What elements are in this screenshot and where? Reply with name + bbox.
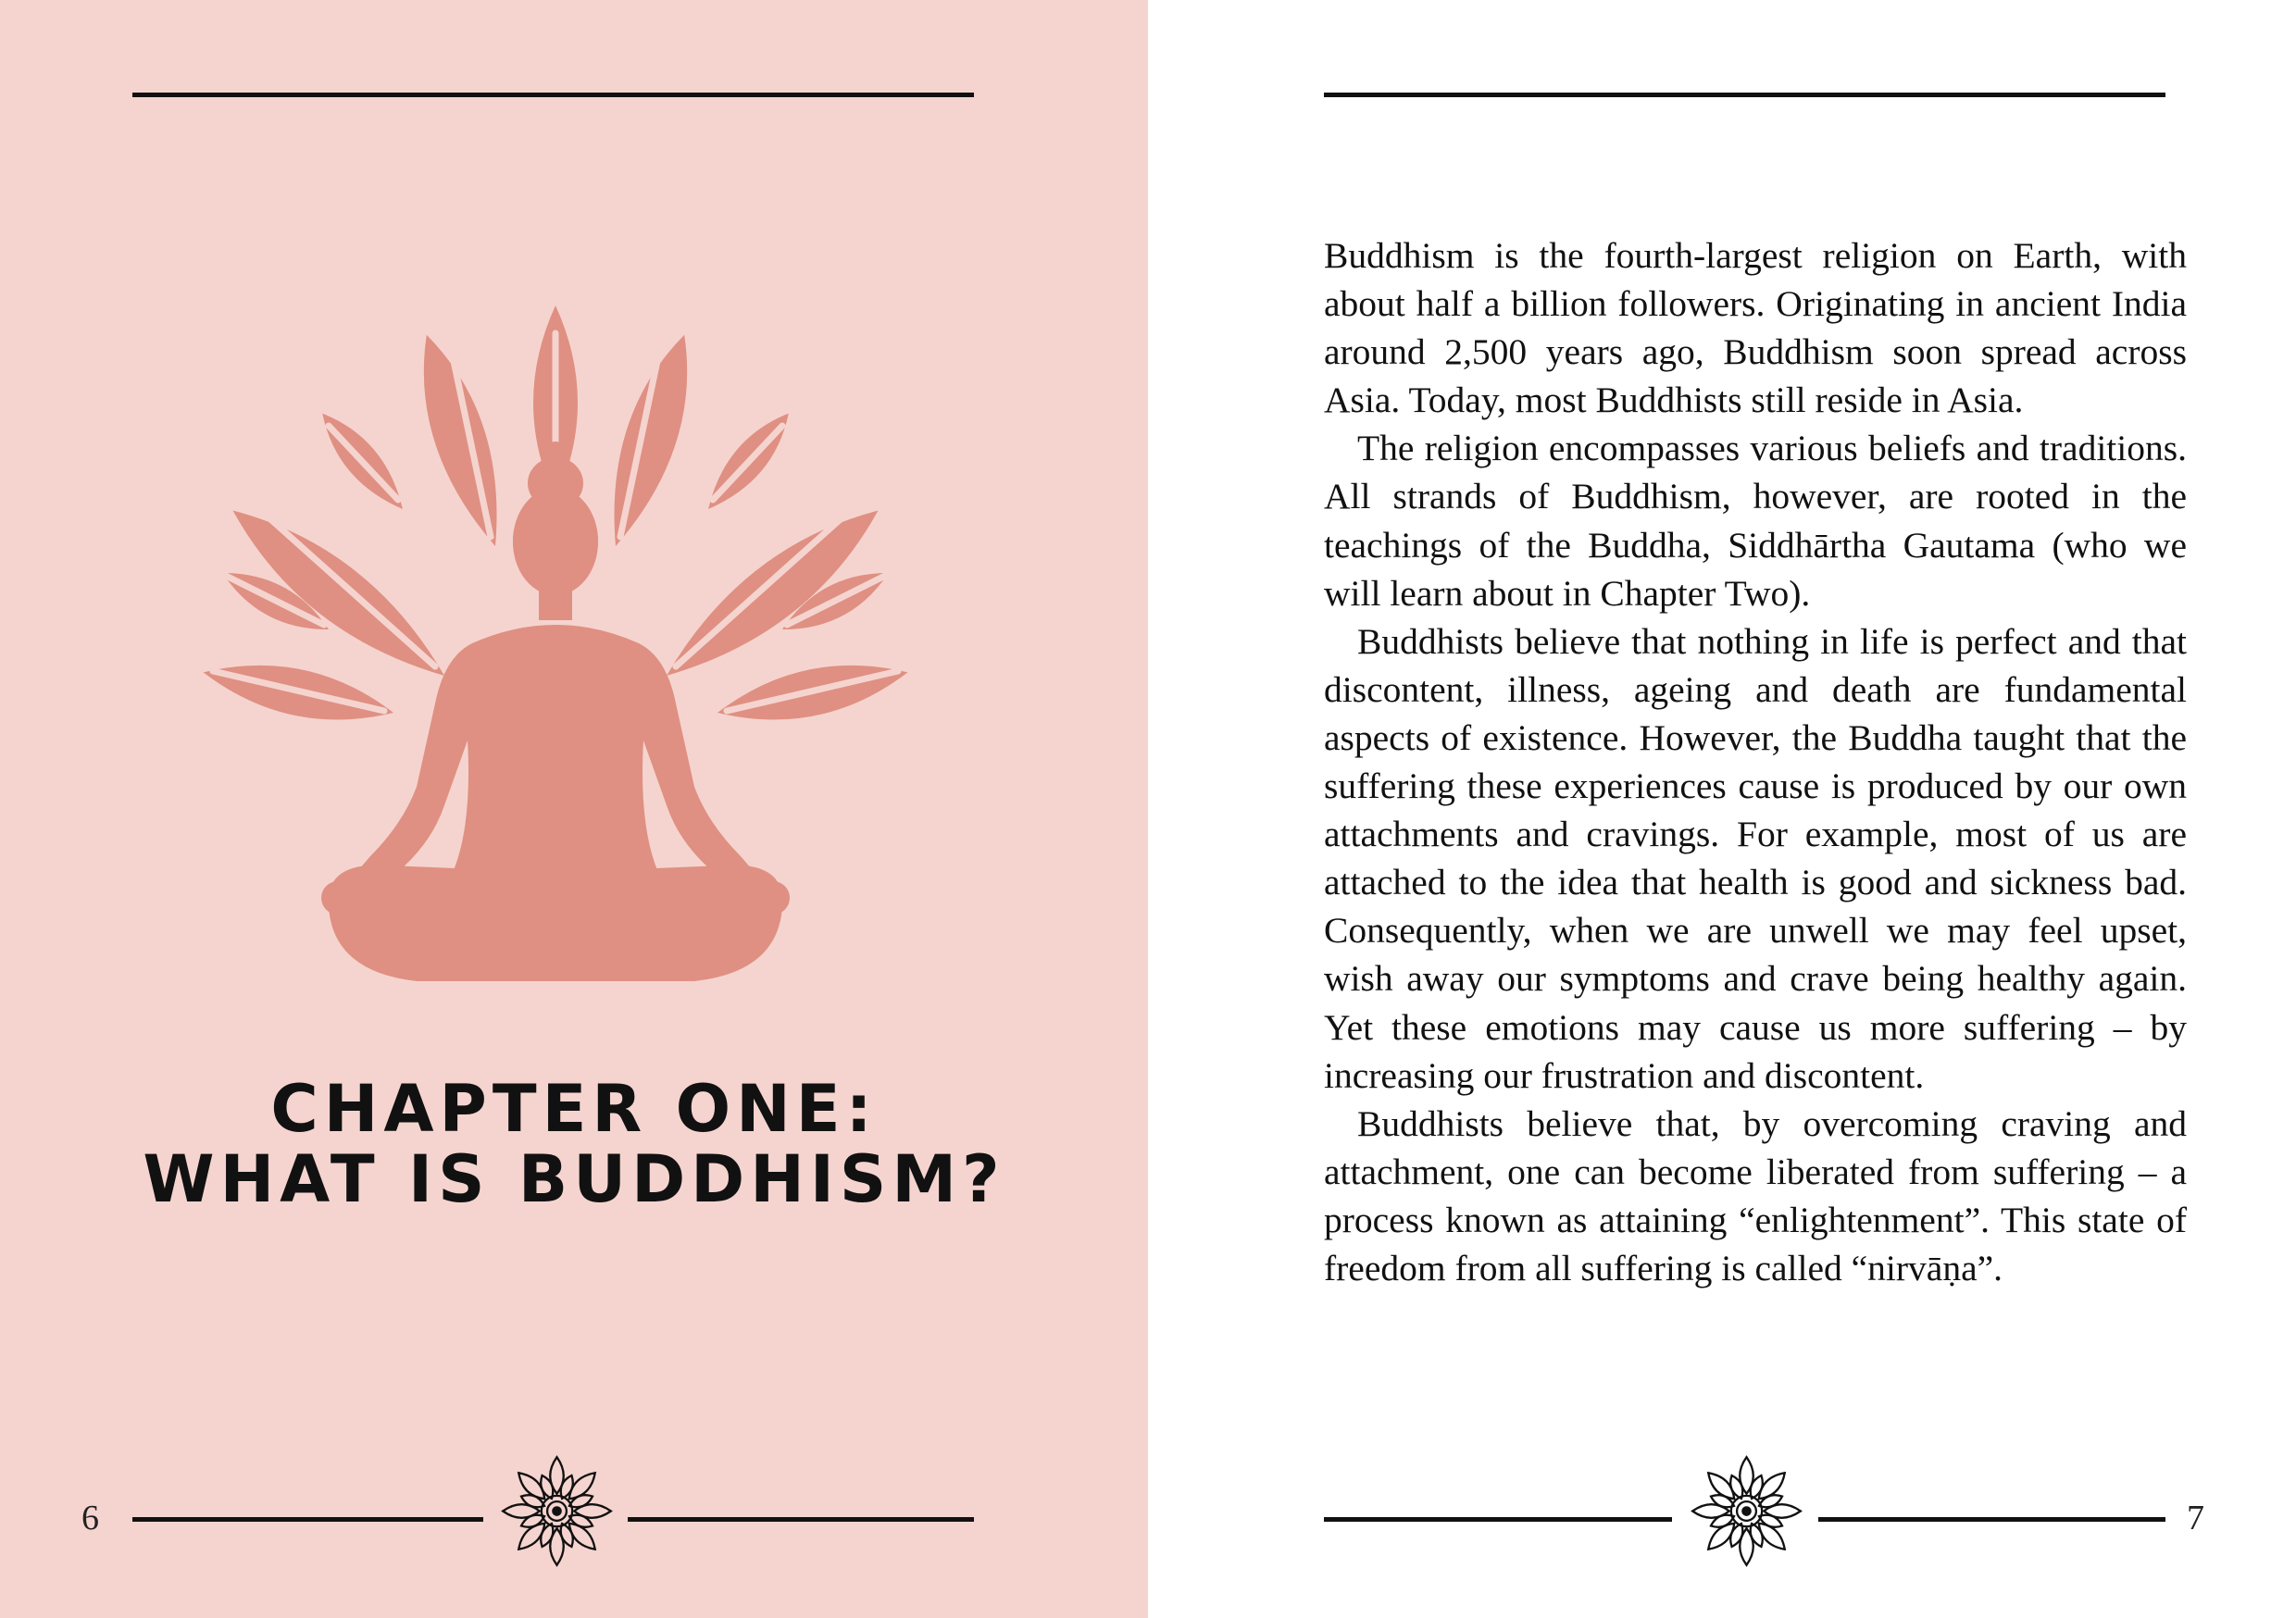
footer-rule-left-2: [628, 1517, 974, 1522]
top-rule-right: [1324, 93, 2165, 97]
chapter-title: [111, 1071, 1037, 1217]
lotus-mandala-icon: [1689, 1453, 1804, 1569]
meditating-buddha-lotus-icon: [176, 305, 935, 990]
lotus-mandala-icon: [499, 1453, 615, 1569]
page-number-right: 7: [2187, 1499, 2204, 1537]
page-number-left: 6: [81, 1499, 99, 1537]
body-text: [1324, 231, 2187, 1292]
footer-rule-right-1: [1324, 1517, 1672, 1522]
paragraph: The religion encompasses various beliefs and traditions. All strands of Buddhism, however, are rooted in the teachings of the Buddha, Siddhārtha Gautama (who we will learn about in Chapter Two).: [1324, 428, 2187, 614]
paragraph: Buddhists believe that nothing in life is perfect and that discontent, illness, ageing and death are fundamental aspects of existence. However, the Buddha taught that the suffering these experiences cause is produced by our own attachments and cravings. For example, most of us are attached to the idea that health is good and sickness bad. Consequently, when we are unwell we may feel upset, wish away our symptoms and crave being healthy again. Yet these emotions may cause us more suffering – by increasing our frustration and discontent.: [1324, 620, 2187, 1096]
footer-rule-left: [132, 1517, 483, 1522]
top-rule: [132, 93, 974, 97]
chapter-title-line1: CHAPTER ONE:: [270, 1071, 878, 1147]
footer-rule-right-2: [1818, 1517, 2165, 1522]
chapter-title-line2: WHAT IS BUDDHISM?: [143, 1141, 1005, 1217]
paragraph: Buddhists believe that, by overcoming craving and attachment, one can become liberated from suffering – a process known as attaining “enlightenment”. This state of freedom from all suffering is called “nirvāṇa”.: [1324, 1102, 2187, 1288]
paragraph: Buddhism is the fourth-largest religion on Earth, with about half a billion followers. Originating in ancient India around 2,500 years ago, Buddhism soon spread across Asia. Today, most Buddhists still reside in Asia.: [1324, 235, 2187, 421]
